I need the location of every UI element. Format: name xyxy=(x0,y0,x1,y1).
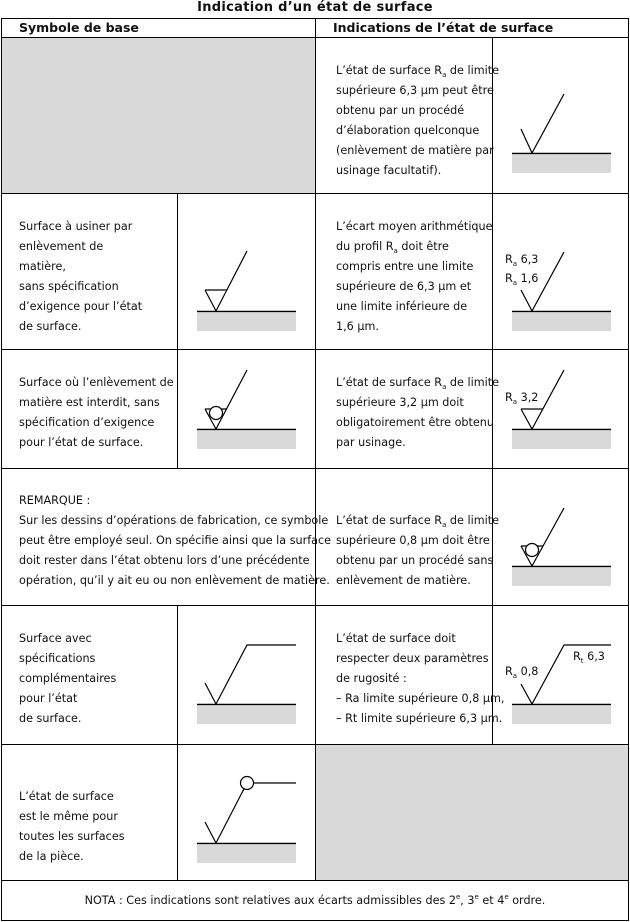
row-5-description xyxy=(336,629,504,729)
text-line: par usinage. xyxy=(336,436,406,449)
shaded-cell xyxy=(2,37,316,193)
label-ra-1-6 xyxy=(505,269,538,289)
text-line: de surface. xyxy=(19,712,82,725)
text-line: spécifications xyxy=(19,652,96,665)
text-line: de surface. xyxy=(19,320,82,333)
text-line: obtenu par un procédé sans xyxy=(336,554,494,567)
label-ra-0-8 xyxy=(505,662,538,682)
text-line: 1,6 µm. xyxy=(336,320,379,333)
text-line: $R_t$ 6,3 xyxy=(573,650,605,665)
text-line: $R_a$ 3,2 xyxy=(505,391,539,406)
text-line: de la pièce. xyxy=(19,850,84,863)
text-line: NOTA : Ces indications sont relatives aux écarts admissibles des 2e, 3e et 4e ordre. xyxy=(84,893,546,907)
text-line: supérieure 6,3 µm peut être xyxy=(336,84,494,97)
text-line: peut être employé seul. On spécifie ainsi que la surface xyxy=(19,534,332,547)
row-5-symbol-description xyxy=(19,629,116,729)
text-line: supérieure 3,2 µm doit xyxy=(336,396,464,409)
text-line: enlèvement de matière. xyxy=(336,574,471,587)
text-line: de rugosité : xyxy=(336,672,407,685)
text-line: matière est interdit, sans xyxy=(19,396,160,409)
text-line: doit rester dans l’état obtenu lors d’une précédente xyxy=(19,554,310,567)
shaded-cell xyxy=(316,745,629,881)
text-line: $R_a$ 1,6 xyxy=(505,272,539,287)
header-symbole-de-base: Symbole de base xyxy=(19,20,139,35)
text-line: obtenu par un procédé xyxy=(336,104,465,117)
text-line: L’écart moyen arithmétique xyxy=(336,220,493,233)
text-line: $R_a$ 0,8 xyxy=(505,665,539,680)
text-line: L’état de surface $R_a$ de limite xyxy=(336,64,499,79)
text-line: Surface à usiner par xyxy=(19,220,133,233)
text-line: spécification d’exigence xyxy=(19,416,155,429)
row-1-description xyxy=(336,61,499,181)
row-6-symbol-description xyxy=(19,787,125,867)
text-line: Surface avec xyxy=(19,632,92,645)
text-line: compris entre une limite xyxy=(336,260,474,273)
page-title: Indication d’un état de surface xyxy=(197,0,433,15)
row-3-symbol-description xyxy=(19,373,174,453)
text-line: L’état de surface $R_a$ de limite xyxy=(336,376,499,391)
text-line: – Ra limite supérieure 0,8 µm, xyxy=(336,692,505,705)
text-line: complémentaires xyxy=(19,672,117,685)
row-3-description xyxy=(336,373,499,453)
text-line: enlèvement de xyxy=(19,240,104,253)
text-line: usinage facultatif). xyxy=(336,164,442,177)
text-line: L’état de surface xyxy=(19,790,114,803)
text-line: respecter deux paramètres xyxy=(336,652,489,665)
text-line: une limite inférieure de xyxy=(336,300,468,313)
text-line: REMARQUE : xyxy=(19,494,91,507)
text-line: est le même pour xyxy=(19,810,118,823)
text-line: d’exigence pour l’état xyxy=(19,300,143,313)
text-line: L’état de surface $R_a$ de limite xyxy=(336,514,499,529)
text-line: L’état de surface doit xyxy=(336,632,456,645)
text-line: obligatoirement être obtenu xyxy=(336,416,494,429)
row-2-description xyxy=(336,217,493,337)
text-line: – Rt limite supérieure 6,3 µm. xyxy=(336,712,503,725)
row-4-remarque xyxy=(19,491,331,591)
text-line: Sur les dessins d’opérations de fabrication, ce symbole xyxy=(19,514,329,527)
nota xyxy=(0,891,630,911)
text-line: opération, qu’il y ait eu ou non enlèvement de matière. xyxy=(19,574,330,587)
text-line: Surface où l’enlèvement de xyxy=(19,376,174,389)
text-line: supérieure de 6,3 µm et xyxy=(336,280,472,293)
text-line: pour l’état de surface. xyxy=(19,436,144,449)
label-ra-6-3 xyxy=(505,250,538,270)
text-line: toutes les surfaces xyxy=(19,830,125,843)
text-line: d’élaboration quelconque xyxy=(336,124,480,137)
header-indications: Indications de l’état de surface xyxy=(333,20,554,35)
text-line: sans spécification xyxy=(19,280,119,293)
text-line: du profil $R_a$ doit être xyxy=(336,240,449,255)
row-2-symbol-description xyxy=(19,217,142,337)
label-ra-3-2 xyxy=(505,388,538,408)
text-line: $R_a$ 6,3 xyxy=(505,253,539,268)
label-rt-6-3 xyxy=(573,647,605,667)
text-line: pour l’état xyxy=(19,692,78,705)
row-4-description xyxy=(336,511,499,591)
text-line: supérieure 0,8 µm doit être xyxy=(336,534,490,547)
text-line: matière, xyxy=(19,260,66,273)
text-line: (enlèvement de matière par xyxy=(336,144,494,157)
